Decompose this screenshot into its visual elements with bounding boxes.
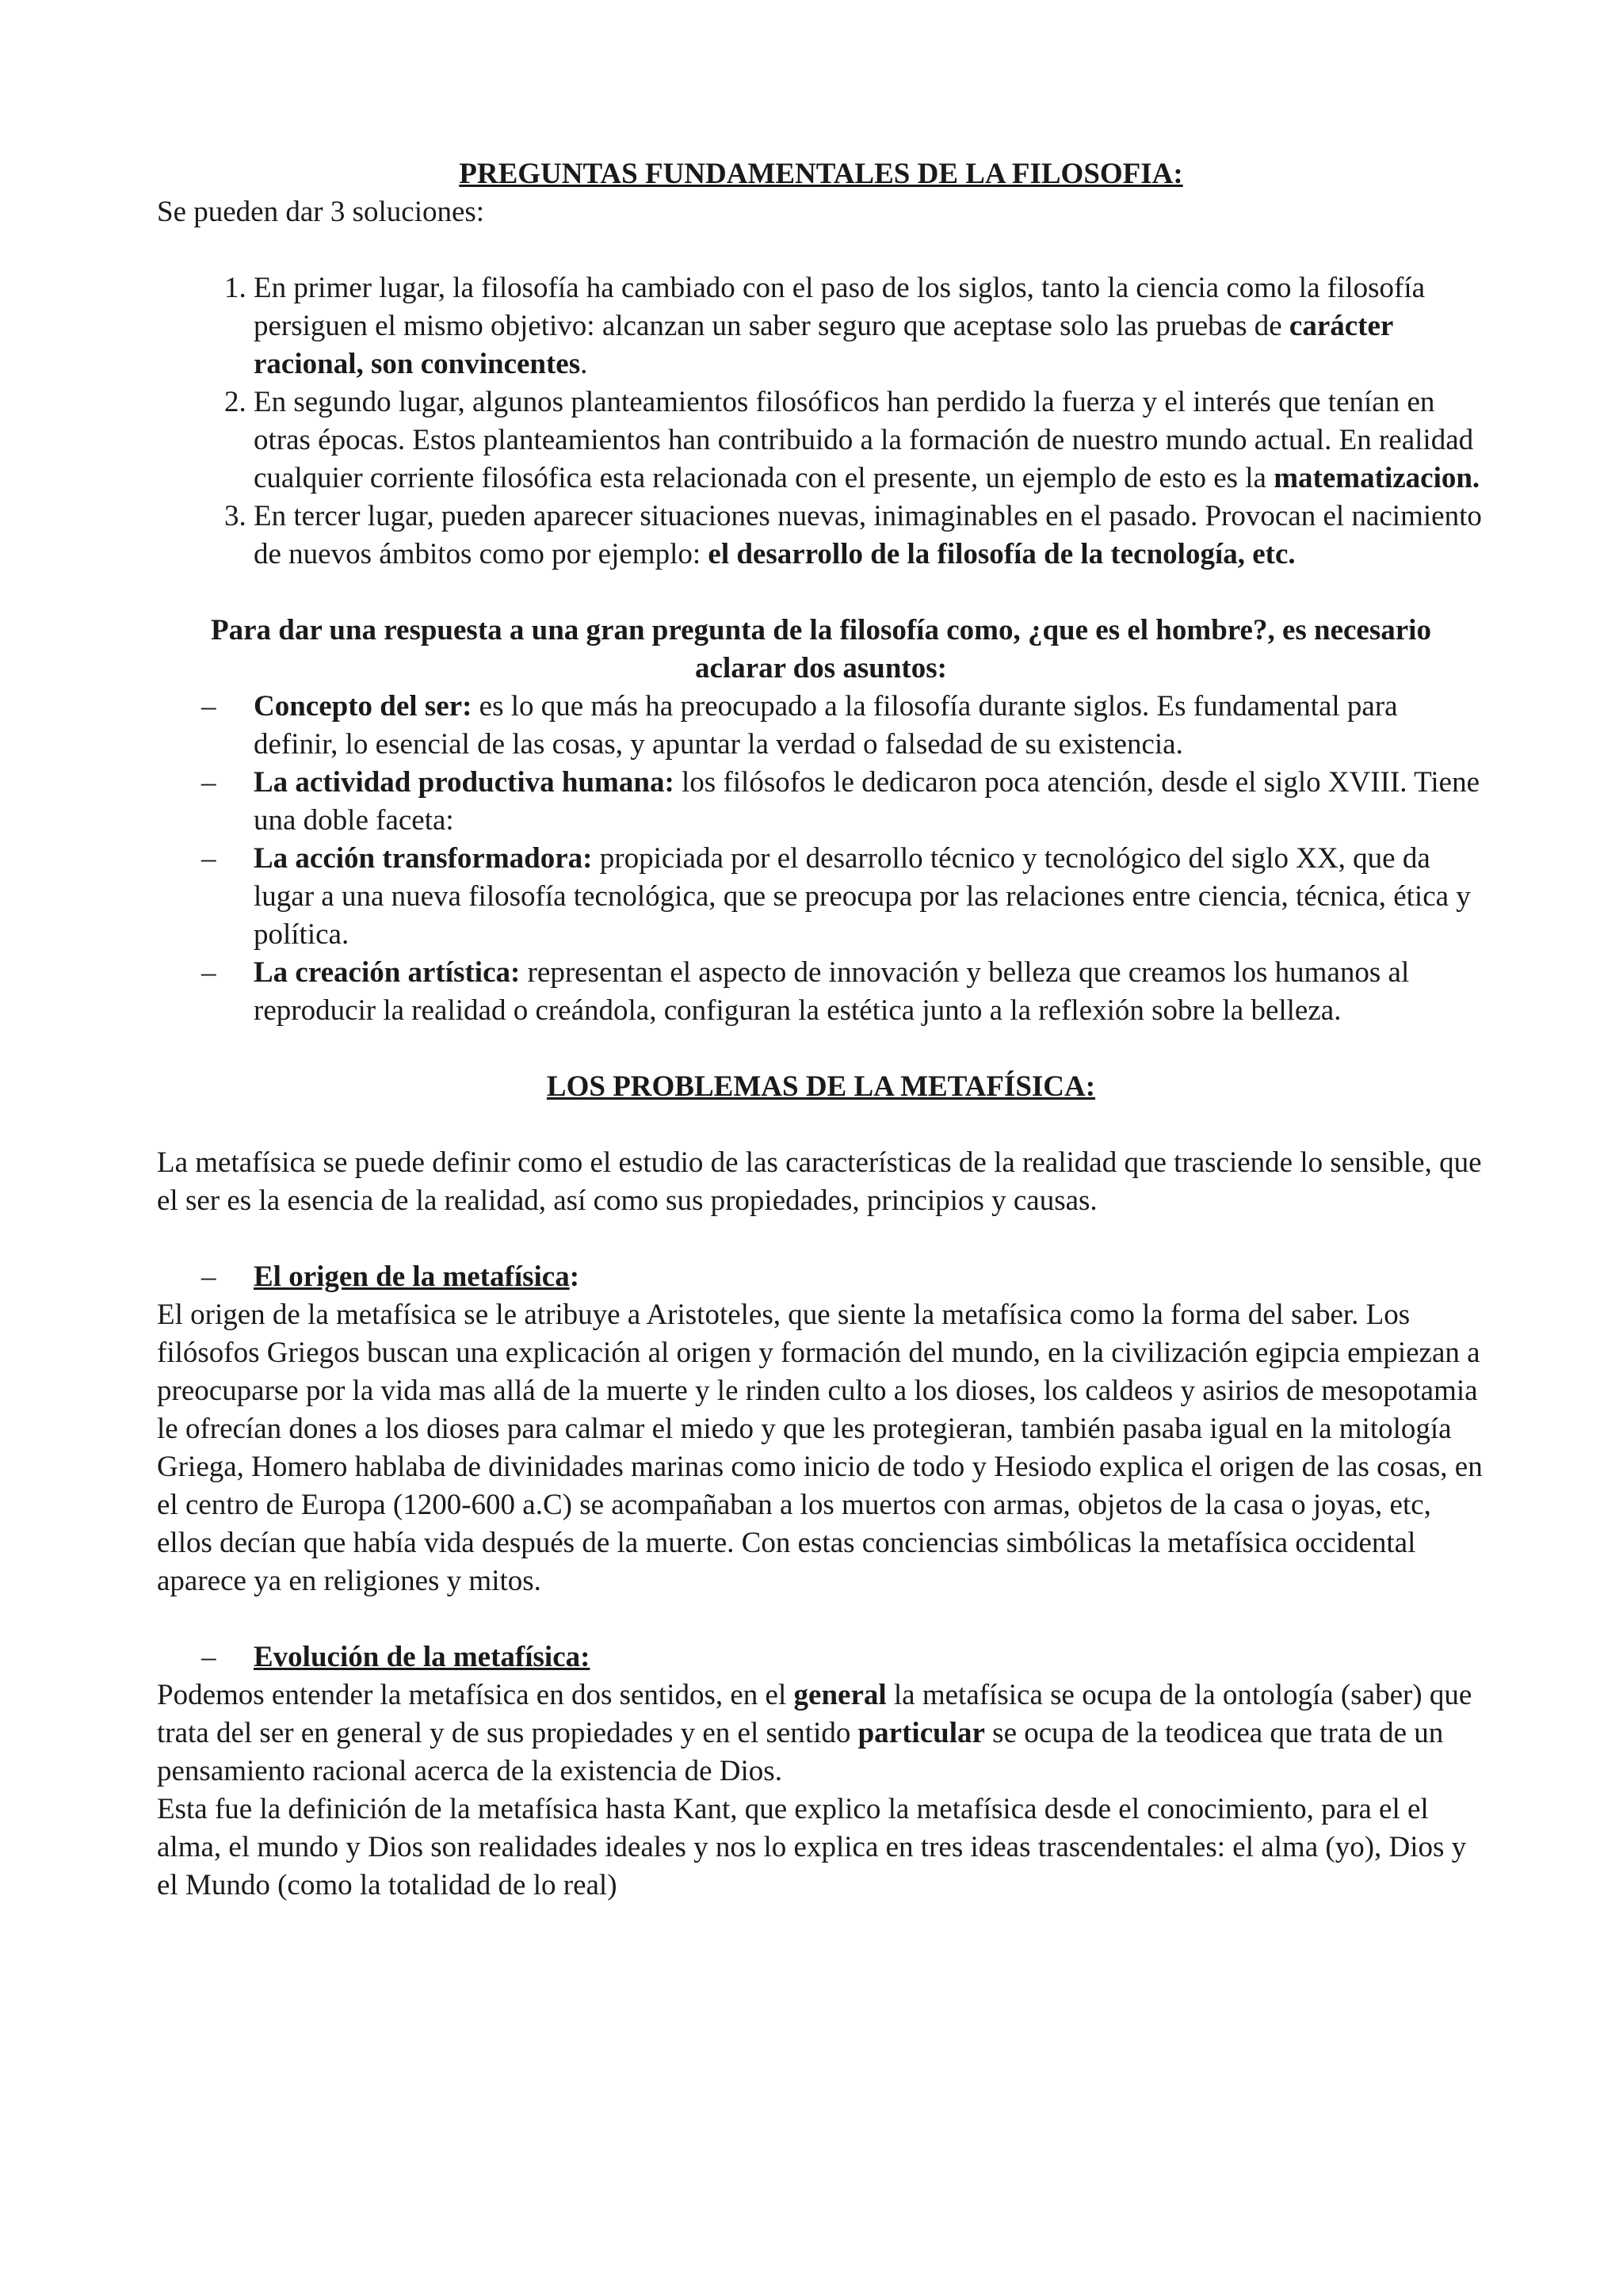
question-heading: Para dar una respuesta a una gran pregunta de la filosofía como, ¿que es el hombre?, es necesario aclarar dos asuntos: [211, 614, 1431, 685]
list-item: – Concepto del ser: es lo que más ha preocupado a la filosofía durante siglos. Es fundamental para definir, lo esencial de las cosas, y apuntar la verdad o falsedad de su existencia. [254, 688, 1485, 764]
heading-metaphysics-problems: LOS PROBLEMAS DE LA METAFÍSICA: [546, 1070, 1096, 1103]
solutions-list [157, 269, 1485, 574]
origin-heading: – El origen de la metafísica: [157, 1258, 1485, 1296]
dash-bullet: – [201, 1261, 216, 1293]
evolution-text: Podemos entender la metafísica en dos sentidos, en el general la metafísica se ocupa de la ontología (saber) que trata del ser en general y de sus propiedades y en el sentido particular se ocupa de la teodicea que trata de un pensamiento racional acerca de la existencia de Dios. [157, 1679, 1472, 1787]
kant-text: Esta fue la definición de la metafísica hasta Kant, que explico la metafísica desde el conocimiento, para el el alma, el mundo y Dios son realidades ideales y nos lo explica en tres ideas trascendentales: el alma (yo), Dios y el Mundo (como la totalidad de lo real) [157, 1793, 1467, 1901]
heading-fundamental-questions: PREGUNTAS FUNDAMENTALES DE LA FILOSOFIA: [459, 158, 1183, 190]
dash-bullet: – [201, 842, 216, 875]
list-item: – La creación artística: representan el aspecto de innovación y belleza que creamos los humanos al reproducir la realidad o creándola, configuran la estética junto a la reflexión sobre la belleza. [254, 954, 1485, 1030]
dash-bullet: – [201, 690, 216, 723]
dash-bullet: – [201, 1641, 216, 1673]
list-item: – La acción transformadora: propiciada por el desarrollo técnico y tecnológico del siglo XX, que da lugar a una nueva filosofía tecnológica, que se preocupa por las relaciones entre ciencia, técnica, ética y política. [254, 840, 1485, 954]
list-item: 3. En tercer lugar, pueden aparecer situaciones nuevas, inimaginables en el pasado. Provocan el nacimiento de nuevos ámbitos como por ejemplo: el desarrollo de la filosofía de la tecnología, etc. [254, 498, 1485, 574]
origin-text: El origen de la metafísica se le atribuye a Aristoteles, que siente la metafísica como la forma del saber. Los filósofos Griegos buscan una explicación al origen y formación del mundo, en la civilización egipcia empiezan a preocuparse por la vida mas allá de la muerte y le rinden culto a los dioses, los caldeos y asirios de mesopotamia le ofrecían dones a los dioses para calmar el miedo y que les protegieran, también pasaba igual en la mitología Griega, Homero hablaba de divinidades marinas como inicio de todo y Hesiodo explica el origen de las cosas, en el centro de Europa (1200-600 a.C) se acompañaban a los muertos con armas, objetos de la casa o joyas, etc, ellos decían que había vida después de la muerte. Con estas conciencias simbólicas la metafísica occidental aparece ya en religiones y mitos. [157, 1299, 1483, 1597]
list-item: 1. En primer lugar, la filosofía ha cambiado con el paso de los siglos, tanto la ciencia como la filosofía persiguen el mismo objetivo: alcanzan un saber seguro que aceptase solo las pruebas de carácter racional, son convincentes. [254, 269, 1485, 383]
concepts-list [157, 688, 1485, 1030]
evolution-heading: – Evolución de la metafísica: [157, 1638, 1485, 1676]
document-page [157, 155, 1485, 1905]
dash-bullet: – [201, 956, 216, 989]
metaphysics-definition: La metafísica se puede definir como el estudio de las características de la realidad que trasciende lo sensible, que el ser es la esencia de la realidad, así como sus propiedades, principios y causas. [157, 1146, 1482, 1217]
list-item: 2. En segundo lugar, algunos planteamientos filosóficos han perdido la fuerza y el interés que tenían en otras épocas. Estos planteamientos han contribuido a la formación de nuestro mundo actual. En realidad cualquier corriente filosófica esta relacionada con el presente, un ejemplo de esto es la matematizacion. [254, 383, 1485, 498]
intro-text: Se pueden dar 3 soluciones: [157, 196, 485, 228]
dash-bullet: – [201, 766, 216, 799]
list-item: – La actividad productiva humana: los filósofos le dedicaron poca atención, desde el siglo XVIII. Tiene una doble faceta: [254, 764, 1485, 840]
